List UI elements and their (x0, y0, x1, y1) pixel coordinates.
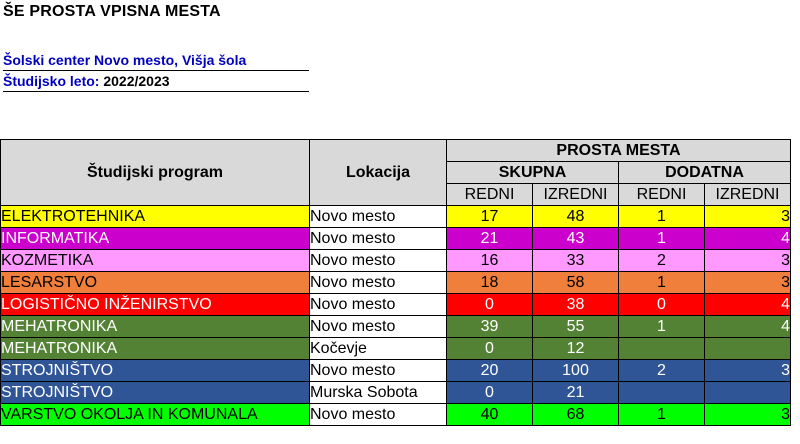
header-program: Študijski program (1, 140, 310, 206)
total-part-time-cell: 58 (533, 272, 619, 294)
table-row (1, 404, 791, 426)
additional-regular-cell: 1 (619, 272, 705, 294)
program-cell: KOZMETIKA (1, 250, 310, 272)
total-part-time-cell: 100 (533, 360, 619, 382)
table-row (1, 360, 791, 382)
header-free-places: PROSTA MESTA (447, 140, 791, 162)
location-cell: Novo mesto (310, 206, 447, 228)
total-regular-cell: 21 (447, 228, 533, 250)
additional-part-time-cell (705, 338, 791, 360)
total-part-time-cell: 55 (533, 316, 619, 338)
program-cell: MEHATRONIKA (1, 316, 310, 338)
additional-part-time-cell: 3 (705, 360, 791, 382)
study-year-label: Študijsko leto: (3, 73, 104, 89)
total-part-time-cell: 38 (533, 294, 619, 316)
header-location: Lokacija (310, 140, 447, 206)
location-cell: Murska Sobota (310, 382, 447, 404)
additional-regular-cell (619, 338, 705, 360)
location-cell: Novo mesto (310, 294, 447, 316)
total-regular-cell: 16 (447, 250, 533, 272)
additional-regular-cell: 1 (619, 404, 705, 426)
total-regular-cell: 40 (447, 404, 533, 426)
program-cell: INFORMATIKA (1, 228, 310, 250)
additional-part-time-cell: 4 (705, 316, 791, 338)
program-cell: MEHATRONIKA (1, 338, 310, 360)
program-cell: VARSTVO OKOLJA IN KOMUNALA (1, 404, 310, 426)
location-cell: Novo mesto (310, 250, 447, 272)
program-cell: ELEKTROTEHNIKA (1, 206, 310, 228)
study-year-value: 2022/2023 (103, 73, 170, 89)
additional-regular-cell: 0 (619, 294, 705, 316)
total-regular-cell: 20 (447, 360, 533, 382)
program-cell: STROJNIŠTVO (1, 382, 310, 404)
additional-part-time-cell: 4 (705, 294, 791, 316)
header-additional-part-time: IZREDNI (705, 184, 791, 206)
additional-regular-cell: 2 (619, 360, 705, 382)
free-places-table (0, 139, 791, 426)
header-total-regular: REDNI (447, 184, 533, 206)
total-regular-cell: 0 (447, 338, 533, 360)
total-part-time-cell: 43 (533, 228, 619, 250)
additional-regular-cell: 1 (619, 228, 705, 250)
table-row (1, 338, 791, 360)
additional-part-time-cell: 3 (705, 250, 791, 272)
table-row (1, 382, 791, 404)
location-cell: Novo mesto (310, 228, 447, 250)
header-additional-regular: REDNI (619, 184, 705, 206)
table-row (1, 316, 791, 338)
table-row (1, 272, 791, 294)
total-regular-cell: 39 (447, 316, 533, 338)
program-cell: LESARSTVO (1, 272, 310, 294)
total-regular-cell: 18 (447, 272, 533, 294)
additional-regular-cell: 1 (619, 206, 705, 228)
additional-part-time-cell (705, 382, 791, 404)
table-row (1, 206, 791, 228)
location-cell: Novo mesto (310, 404, 447, 426)
total-part-time-cell: 21 (533, 382, 619, 404)
additional-part-time-cell: 3 (705, 206, 791, 228)
total-regular-cell: 17 (447, 206, 533, 228)
location-cell: Novo mesto (310, 272, 447, 294)
table-row (1, 250, 791, 272)
study-year (3, 72, 309, 92)
page-title: ŠE PROSTA VPISNA MESTA (3, 3, 221, 20)
total-part-time-cell: 68 (533, 404, 619, 426)
total-regular-cell: 0 (447, 382, 533, 404)
program-cell: LOGISTIČNO INŽENIRSTVO (1, 294, 310, 316)
additional-part-time-cell: 3 (705, 404, 791, 426)
additional-regular-cell (619, 382, 705, 404)
total-part-time-cell: 33 (533, 250, 619, 272)
header-additional: DODATNA (619, 162, 791, 184)
additional-regular-cell: 1 (619, 316, 705, 338)
program-cell: STROJNIŠTVO (1, 360, 310, 382)
table-row (1, 228, 791, 250)
location-cell: Kočevje (310, 338, 447, 360)
total-regular-cell: 0 (447, 294, 533, 316)
organization-name: Šolski center Novo mesto, Višja šola (3, 51, 309, 71)
location-cell: Novo mesto (310, 360, 447, 382)
header-total: SKUPNA (447, 162, 619, 184)
table-row (1, 294, 791, 316)
header-total-part-time: IZREDNI (533, 184, 619, 206)
total-part-time-cell: 12 (533, 338, 619, 360)
additional-regular-cell: 2 (619, 250, 705, 272)
additional-part-time-cell: 4 (705, 228, 791, 250)
additional-part-time-cell: 3 (705, 272, 791, 294)
location-cell: Novo mesto (310, 316, 447, 338)
total-part-time-cell: 48 (533, 206, 619, 228)
